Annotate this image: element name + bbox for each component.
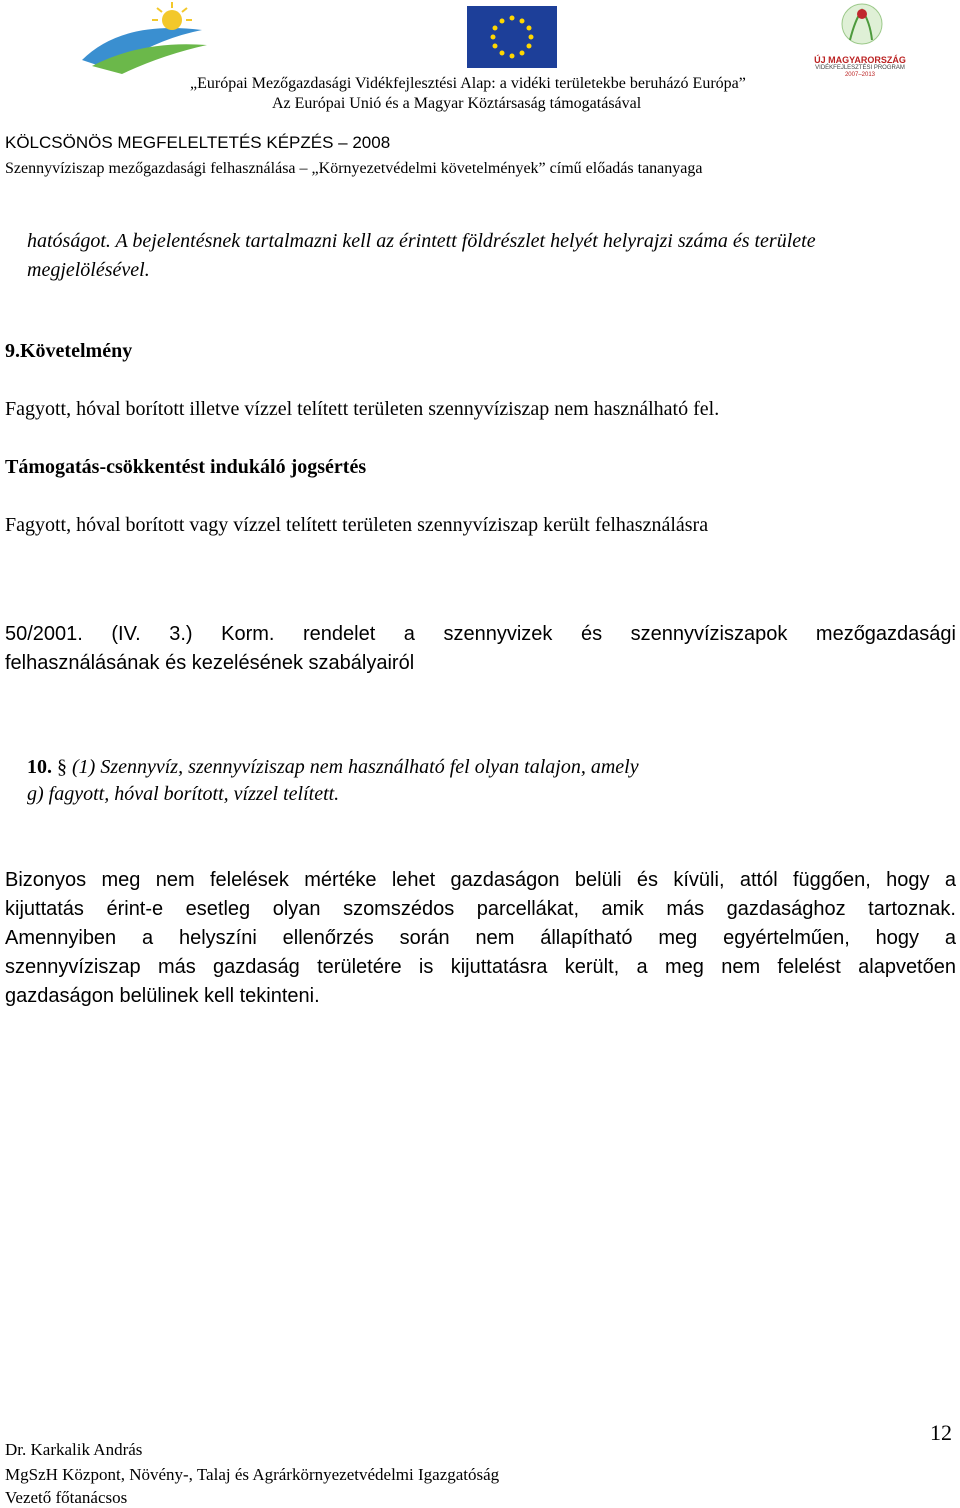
page-number: 12 — [930, 1420, 952, 1445]
italic-paragraph — [27, 227, 957, 285]
header-funding-line: „Európai Mezőgazdasági Vidékfejlesztési Alap: a vidéki területekbe beruházó Európa” — [190, 75, 746, 92]
body-line: szennyvíziszap más gazdaság területére is kijuttatásra került, a meg nem felelést alapvetően — [5, 956, 956, 978]
logo-text-3: 2007–2013 — [844, 72, 876, 78]
violation-heading: Támogatás-csökkentést indukáló jogsértés — [5, 456, 367, 478]
italic-line-2: megjelölésével. — [27, 259, 150, 281]
sun-landscape-logo — [72, 0, 212, 74]
section-quote — [27, 754, 639, 808]
violation-text: Fagyott, hóval borított vagy vízzel telített területen szennyvíziszap került felhasználásra — [5, 514, 709, 536]
requirement-heading: 9.Követelmény — [5, 340, 133, 362]
lecture-subtitle: Szennyvíziszap mezőgazdasági felhasználása – „Környezetvédelmi követelmények” című előadás tananyaga — [5, 160, 703, 177]
logo-text-2: VIDÉKFEJLESZTÉSI PROGRAM — [815, 65, 905, 71]
section-sign-icon: § — [52, 756, 67, 778]
footer-author: Dr. Karkalik András — [5, 1440, 143, 1459]
decree-reference — [5, 620, 956, 678]
uj-magyarorszag-logo — [800, 0, 920, 76]
section-line-1: (1) Szennyvíz, szennyvíziszap nem használható fel olyan talajon, amely — [67, 756, 639, 778]
logo-text-1: ÚJ MAGYARORSZÁG — [814, 55, 906, 65]
decree-line-2: felhasználásának és kezelésének szabályairól — [5, 652, 415, 674]
body-line: kijuttatás érint-e esetleg olyan szomszédos parcellákat, amik más gazdasághoz tartoznak. — [5, 898, 956, 920]
requirement-text: Fagyott, hóval borított illetve vízzel telített területen szennyvíziszap nem használható fel. — [5, 398, 720, 420]
section-line-2: g) fagyott, hóval borított, vízzel telített. — [27, 783, 340, 805]
eu-flag-logo — [467, 6, 557, 68]
footer-role: Vezető főtanácsos — [5, 1488, 128, 1507]
body-paragraph — [5, 866, 956, 1011]
course-title: KÖLCSÖNÖS MEGFELELTETÉS KÉPZÉS – 2008 — [5, 133, 391, 152]
body-line: Amennyiben a helyszíni ellenőrzés során nem állapítható meg egyértelműen, hogy a — [5, 927, 956, 949]
section-number: 10. — [27, 756, 52, 778]
decree-line-1: 50/2001. (IV. 3.) Korm. rendelet a szennyvizek és szennyvíziszapok mezőgazdasági — [5, 623, 956, 645]
footer-organization: MgSzH Központ, Növény-, Talaj és Agrárkörnyezetvédelmi Igazgatóság — [5, 1465, 500, 1484]
body-line: gazdaságon belülinek kell tekinteni. — [5, 985, 320, 1007]
italic-line-1: hatóságot. A bejelentésnek tartalmazni kell az érintett földrészlet helyét helyrajzi száma és területe — [27, 230, 816, 252]
header-support-line: Az Európai Unió és a Magyar Köztársaság támogatásával — [272, 95, 642, 112]
flower-emblem-icon — [800, 0, 920, 50]
body-line: Bizonyos meg nem felelések mértéke lehet gazdaságon belüli és kívüli, attól függően, hogy a — [5, 869, 956, 891]
